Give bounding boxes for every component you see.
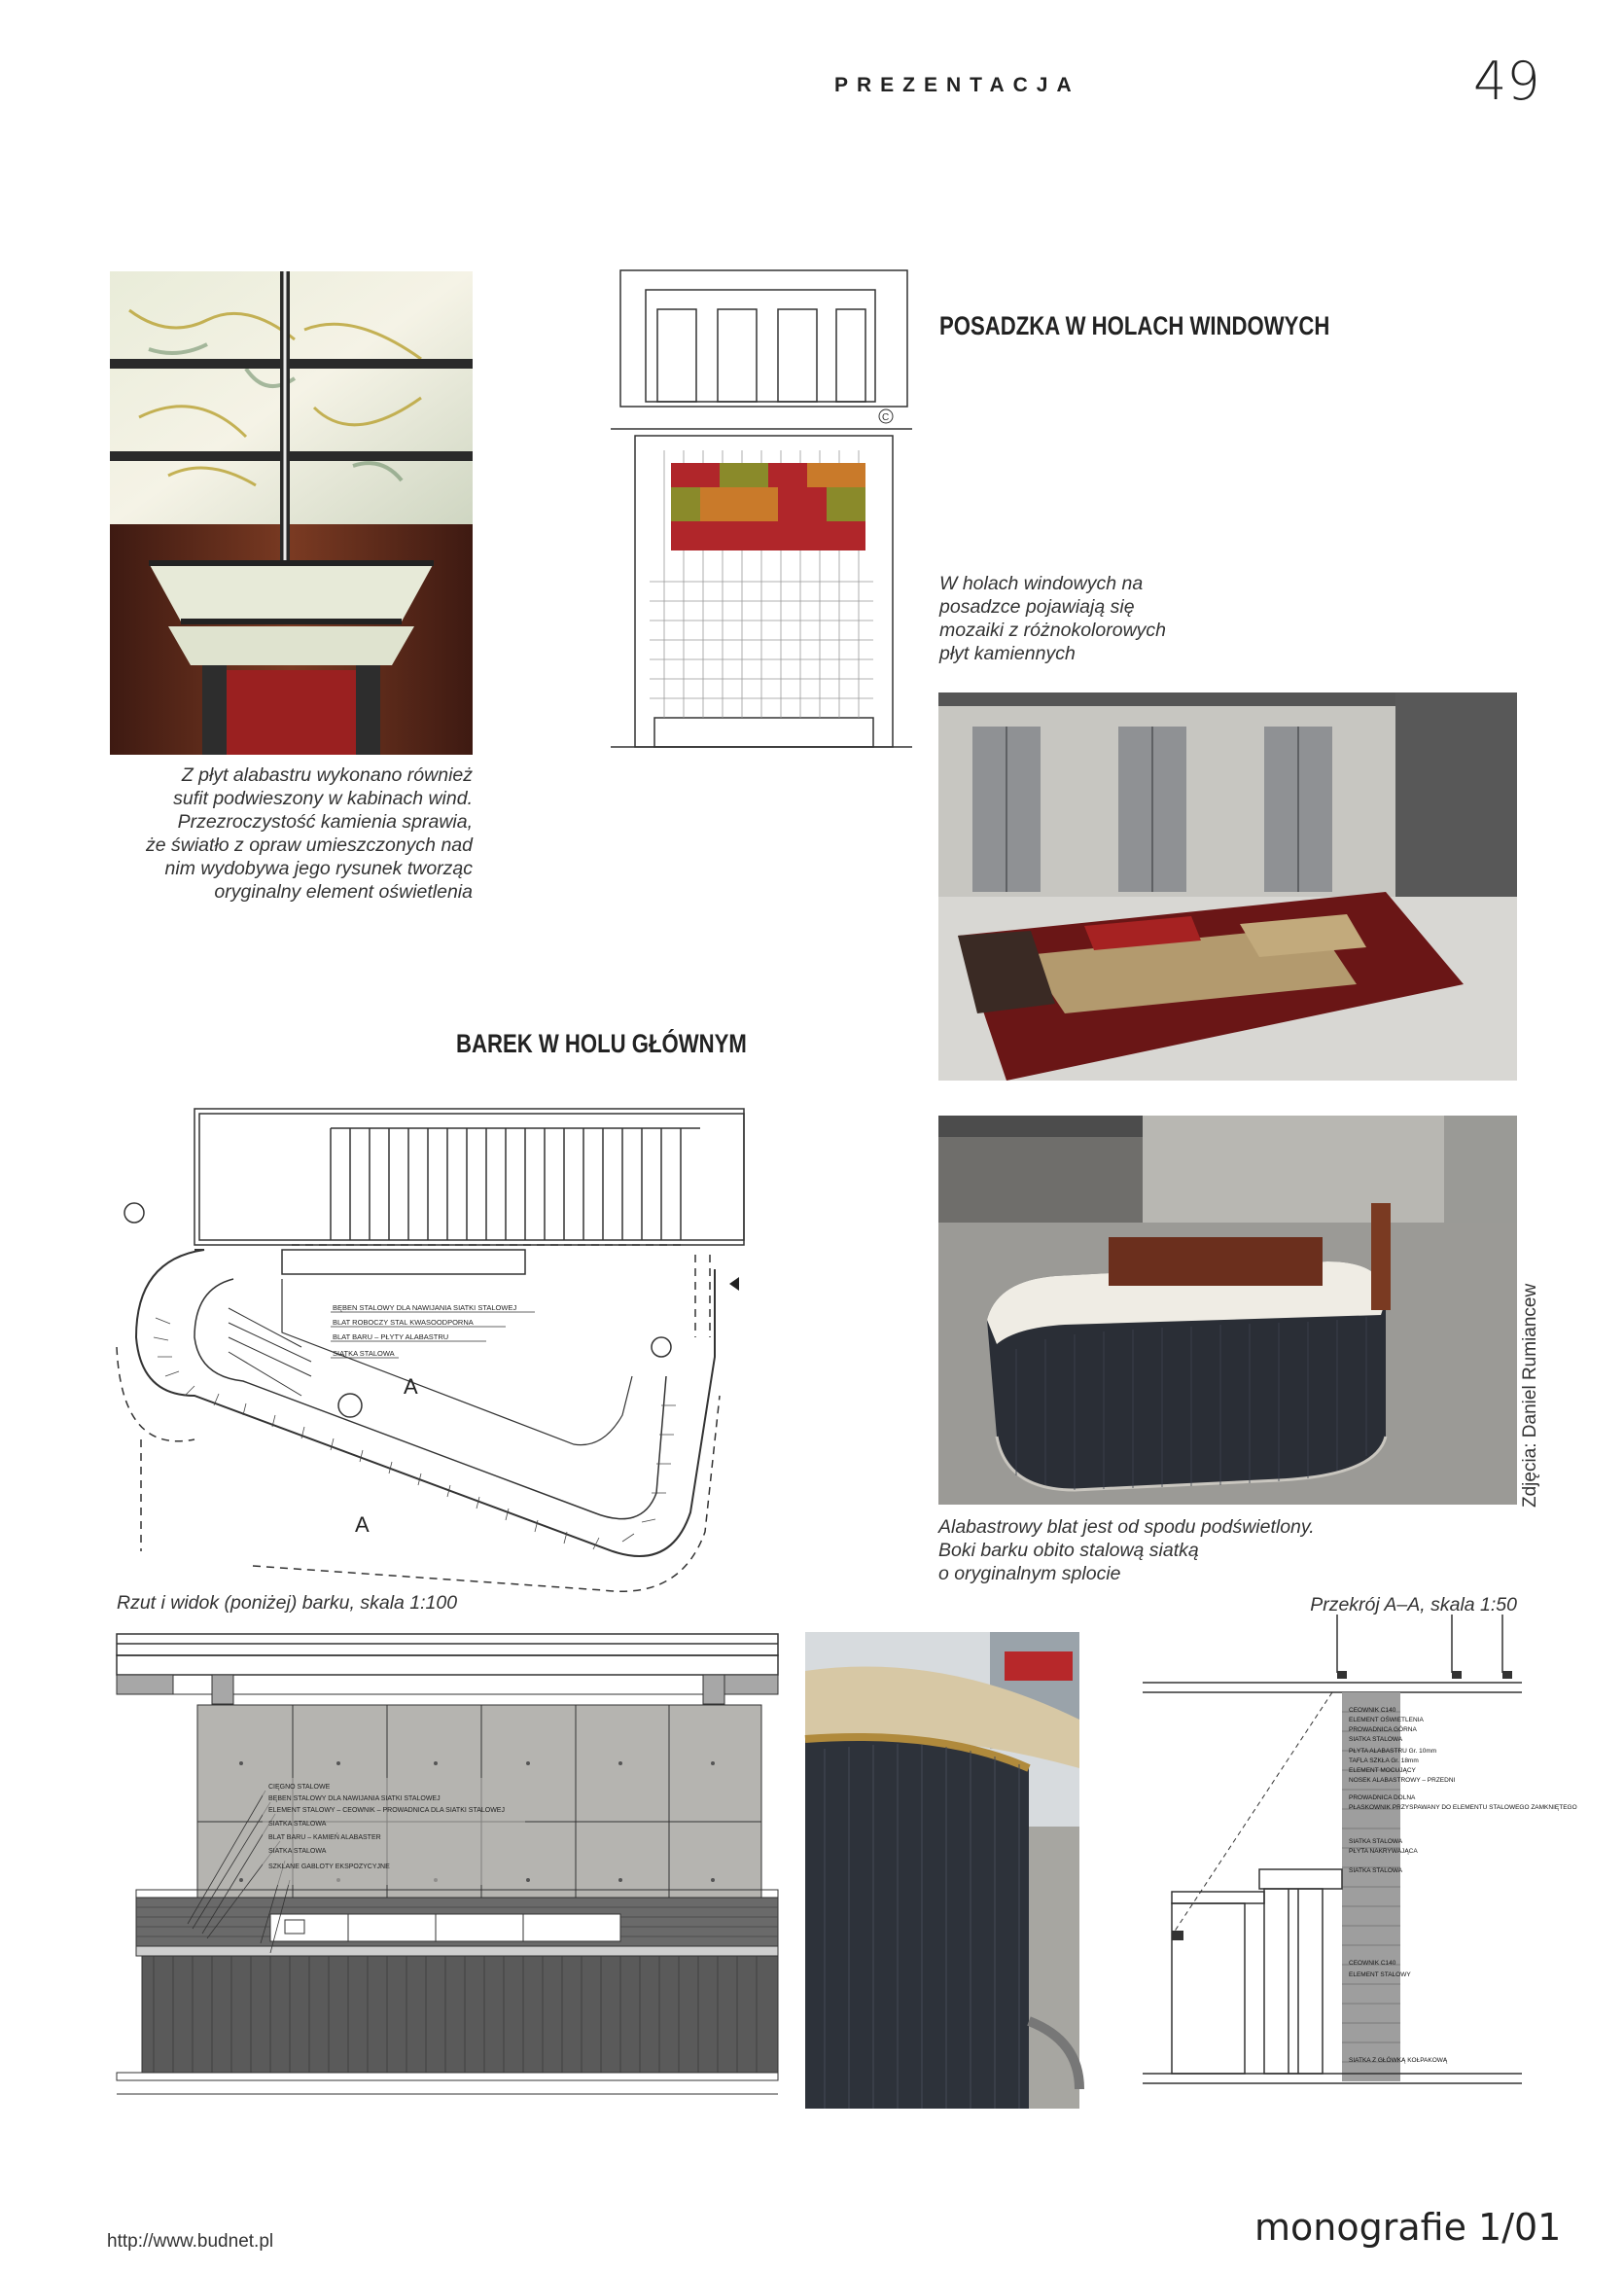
- bar-detail-photo: [805, 1632, 1079, 2109]
- caption-line: sufit podwieszony w kabinach wind.: [173, 788, 473, 809]
- callout-label: SIATKA STALOWA: [1349, 1867, 1403, 1874]
- bar-plan-drawing: [136, 1104, 759, 1610]
- callout-label: PROWADNICA GÓRNA: [1349, 1726, 1417, 1733]
- footer-publication: monografie 1/01: [1254, 2206, 1562, 2249]
- callout-label: SIATKA STALOWA: [333, 1349, 395, 1358]
- bar-heading: BAREK W HOLU GŁÓWNYM: [456, 1029, 747, 1058]
- caption-line: że światło z opraw umieszczonych nad: [146, 834, 473, 856]
- callout-label: ELEMENT MOCUJĄCY: [1349, 1767, 1416, 1774]
- callout-label: BLAT BARU – KAMIEŃ ALABASTER: [268, 1834, 381, 1841]
- callout-label: TAFLA SZKŁA Gr. 18mm: [1349, 1757, 1419, 1764]
- callout-label: SIATKA STALOWA: [1349, 1736, 1403, 1743]
- callout-label: ELEMENT STALOWY: [1349, 1971, 1411, 1978]
- caption-line: Przezroczystość kamienia sprawia,: [177, 811, 473, 833]
- callout-label: BĘBEN STALOWY DLA NAWIJANIA SIATKI STALOWEJ: [333, 1303, 517, 1312]
- callout-label: SIATKA STALOWA: [1349, 1838, 1403, 1845]
- caption-line: o oryginalnym splocie: [938, 1563, 1121, 1584]
- callout-label: PŁYTA ALABASTRU Gr. 10mm: [1349, 1748, 1437, 1755]
- callout-label: SZKLANE GABLOTY EKSPOZYCYJNE: [268, 1864, 390, 1870]
- ceiling-caption: [110, 763, 473, 904]
- callout-label: CIĘGNO STALOWE: [268, 1784, 331, 1791]
- callout-label: SIATKA STALOWA: [268, 1821, 327, 1828]
- bar-elevation-drawing: [115, 1632, 780, 2109]
- callout-label: SIATKA STALOWA: [268, 1848, 327, 1855]
- section-mark: A: [355, 1512, 370, 1537]
- caption-line: Alabastrowy blat jest od spodu podświetlony.: [938, 1516, 1315, 1538]
- callout-label: BĘBEN STALOWY DLA NAWIJANIA SIATKI STALOWEJ: [268, 1795, 441, 1802]
- section-label: PREZENTACJA: [834, 74, 1080, 96]
- caption-line: posadzce pojawiają się: [939, 596, 1135, 618]
- callout-label: PROWADNICA DOLNA: [1349, 1794, 1416, 1801]
- elevation-callouts: [263, 1778, 525, 1885]
- elevator-floor-heading: POSADZKA W HOLACH WINDOWYCH: [939, 311, 1330, 340]
- plan-scale-caption: Rzut i widok (poniżej) barku, skala 1:100: [117, 1592, 458, 1614]
- section-scale-caption: Przekrój A–A, skala 1:50: [1310, 1594, 1517, 1615]
- section-mark: A: [404, 1374, 418, 1399]
- callout-label: CEOWNIK C140: [1349, 1960, 1396, 1967]
- callout-label: PŁYTA NAKRYWAJĄCA: [1349, 1848, 1418, 1855]
- caption-line: W holach windowych na: [939, 573, 1144, 594]
- callout-label: SIATKA Z GŁÓWKĄ KOŁPAKOWĄ: [1349, 2057, 1448, 2064]
- caption-line: oryginalny element oświetlenia: [214, 881, 473, 903]
- elevator-floor-plan-drawing: [611, 270, 912, 757]
- bar-caption: [938, 1515, 1517, 1585]
- caption-line: płyt kamiennych: [939, 643, 1076, 664]
- footer-url[interactable]: http://www.budnet.pl: [107, 2231, 274, 2252]
- callout-label: ELEMENT STALOWY – CEOWNIK – PROWADNICA DLA SIATKI STALOWEJ: [268, 1807, 505, 1814]
- callout-label: BLAT BARU – PŁYTY ALABASTRU: [333, 1332, 449, 1341]
- callout-label: CEOWNIK C140: [1349, 1707, 1396, 1714]
- section-drawing: [1143, 1615, 1577, 2111]
- elevator-hall-photo: [938, 692, 1517, 1081]
- caption-line: mozaiki z różnokolorowych: [939, 620, 1167, 641]
- page-number: 49: [1473, 51, 1540, 112]
- photo-credit: Zdjęcia: Daniel Rumiancew: [1520, 1283, 1540, 1508]
- bar-photo: [938, 1116, 1517, 1505]
- bar-plan-callouts: [331, 1303, 535, 1358]
- caption-line: nim wydobywa jego rysunek tworząc: [164, 858, 473, 879]
- callout-label: ELEMENT OŚWIETLENIA: [1349, 1717, 1424, 1723]
- floor-plan-mark: C: [882, 412, 890, 423]
- callout-label: BLAT ROBOCZY STAL KWASOODPORNA: [333, 1318, 474, 1327]
- elevator-ceiling-photo: [110, 271, 473, 755]
- callout-label: PŁASKOWNIK PRZYSPAWANY DO ELEMENTU STALOWEGO ZAMKNIĘTEGO: [1349, 1804, 1577, 1811]
- caption-line: Boki barku obito stalową siatką: [938, 1540, 1199, 1561]
- caption-line: Z płyt alabastru wykonano również: [181, 764, 473, 786]
- mosaic-caption: [939, 572, 1270, 665]
- callout-label: NOSEK ALABASTROWY – PRZEDNI: [1349, 1777, 1456, 1784]
